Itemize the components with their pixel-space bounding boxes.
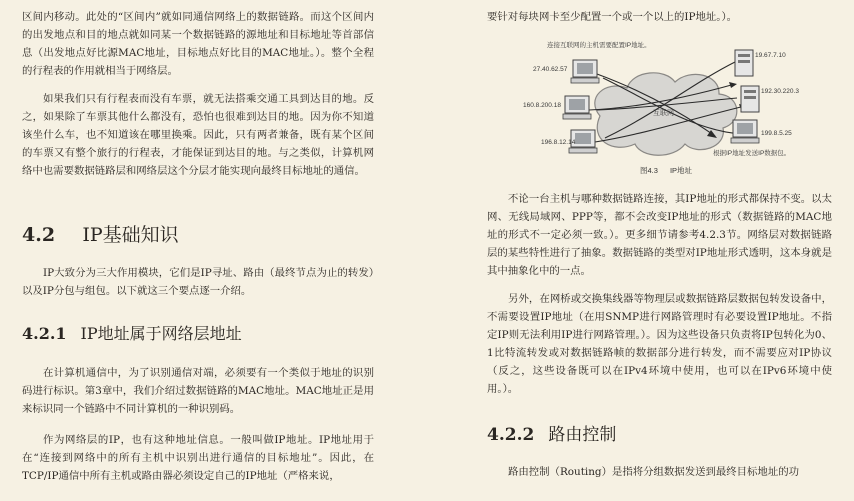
ip-address-figure bbox=[505, 38, 817, 176]
figure-bottom-note: 根据IP地址发送IP数据包。 bbox=[713, 150, 791, 157]
figure-caption-text: IP地址 bbox=[669, 166, 693, 175]
computer-left-1 bbox=[571, 60, 599, 83]
left-paragraph-5: 作为网络层的IP，也有这种地址信息。一般叫做IP地址。IP地址用于在“连接到网络中的所有主机中识别出进行通信的目标地址”。因此，在TCP/IP通信中所有主机或路由器必须设定自己的IP地址（严格来说， bbox=[22, 434, 374, 482]
left-paragraph-3: IP大致分为三大作用模块，它们是IP寻址、路由（最终节点为止的转发）以及IP分包与组包。以下就这三个要点逐一介绍。 bbox=[22, 267, 374, 297]
left-paragraph-2: 如果我们只有行程表而没有车票，就无法搭乘交通工具到达目的地。反之，如果除了车票其他什么都没有，恐怕也很难到达目的地。因为你不知道该坐什么车，也不知道该在哪里换乘。因此，只有两者兼备，既有某个区间的车票又有整个旅行的行程表，才能保证到达目的地。与之类似，计算机网络中也需要数据链路层和网络层这个分层才能实现向最终目标地址的通信。 bbox=[22, 93, 374, 177]
computer-right-2 bbox=[741, 86, 759, 112]
ip-label-3: 196.8.12.14 bbox=[541, 139, 576, 146]
ip-label-2: 160.8.200.18 bbox=[523, 102, 561, 109]
subsection-title-4-2-2: 路由控制 bbox=[548, 425, 617, 445]
left-paragraph-4: 在计算机通信中，为了识别通信对端，必须要有一个类似于地址的识别码进行标识。第3章中，我们介绍过数据链路的MAC地址。MAC地址正是用来标识同一个链路中不同计算机的一种识别码。 bbox=[22, 367, 374, 415]
subsection-heading-4-2-1 bbox=[22, 321, 242, 344]
section-number: 4.2 bbox=[22, 224, 56, 246]
subsection-number: 4.2.1 bbox=[22, 324, 67, 343]
ip-label-4: 19.67.7.10 bbox=[755, 52, 786, 59]
ip-label-5: 192.30.220.3 bbox=[761, 88, 799, 95]
figure-top-note: 连接互联网的主机需要配置IP地址。 bbox=[547, 42, 651, 49]
left-paragraph-1: 区间内移动。此处的“区间内”就如同通信网络上的数据链路。而这个区间内的出发地点和目的地点就如同某一个数据链路的源地址和目标地址等首部信息（出发地点好比源MAC地址，目标地点好比目的MAC地址。）。整个全程的行程表的作用就相当于网络层。 bbox=[22, 11, 374, 77]
figure-caption-number: 图4.3 bbox=[640, 166, 658, 175]
ip-label-6: 199.8.5.25 bbox=[761, 130, 792, 137]
right-paragraph-3: 路由控制（Routing）是指将分组数据发送到最终目标地址的功 bbox=[508, 466, 799, 478]
computer-left-2 bbox=[563, 96, 591, 119]
subsection-number-4-2-2: 4.2.2 bbox=[487, 425, 535, 445]
right-paragraph-2: 另外，在网桥或交换集线器等物理层或数据链路层数据包转发设备中，不需要设置IP地址（在用SNMP进行网路管理时有必要设置IP地址。不指定IP则无法利用IP进行网路管理。）。因为这些设备只负责将IP包转化为0、1比特流转发或对数据链路帧的数据部分进行转发，而不需要应对IP协议（反之，这些设备既可以在IPv4环境中使用，也可以在IPv6环境中使用。）。 bbox=[487, 293, 832, 395]
figure-center-label: 互联网 bbox=[653, 110, 674, 117]
computer-right-1 bbox=[735, 50, 753, 76]
subsection-heading-4-2-2 bbox=[487, 420, 616, 445]
right-paragraph-1: 不论一台主机与哪种数据链路连接，其IP地址的形式都保持不变。以太网、无线局域网、PPP等，都不会改变IP地址的形式（数据链路的MAC地址的形式不一定必须一致。）。更多细节请参考4.2.3节。网络层对数据链路层的某些特性进行了抽象。数据链路的类型对IP地址形式透明，这本身就是其中抽象化中的一点。 bbox=[487, 193, 832, 277]
figure-caption bbox=[640, 165, 704, 176]
section-title: IP基础知识 bbox=[82, 224, 179, 246]
ip-label-1: 27.40.62.57 bbox=[533, 66, 568, 73]
section-heading-4-2 bbox=[22, 220, 179, 247]
computer-right-3 bbox=[731, 120, 759, 143]
subsection-title: IP地址属于网络层地址 bbox=[80, 324, 242, 343]
right-paragraph-0: 要针对每块网卡至少配置一个或一个以上的IP地址。）。 bbox=[487, 11, 738, 23]
